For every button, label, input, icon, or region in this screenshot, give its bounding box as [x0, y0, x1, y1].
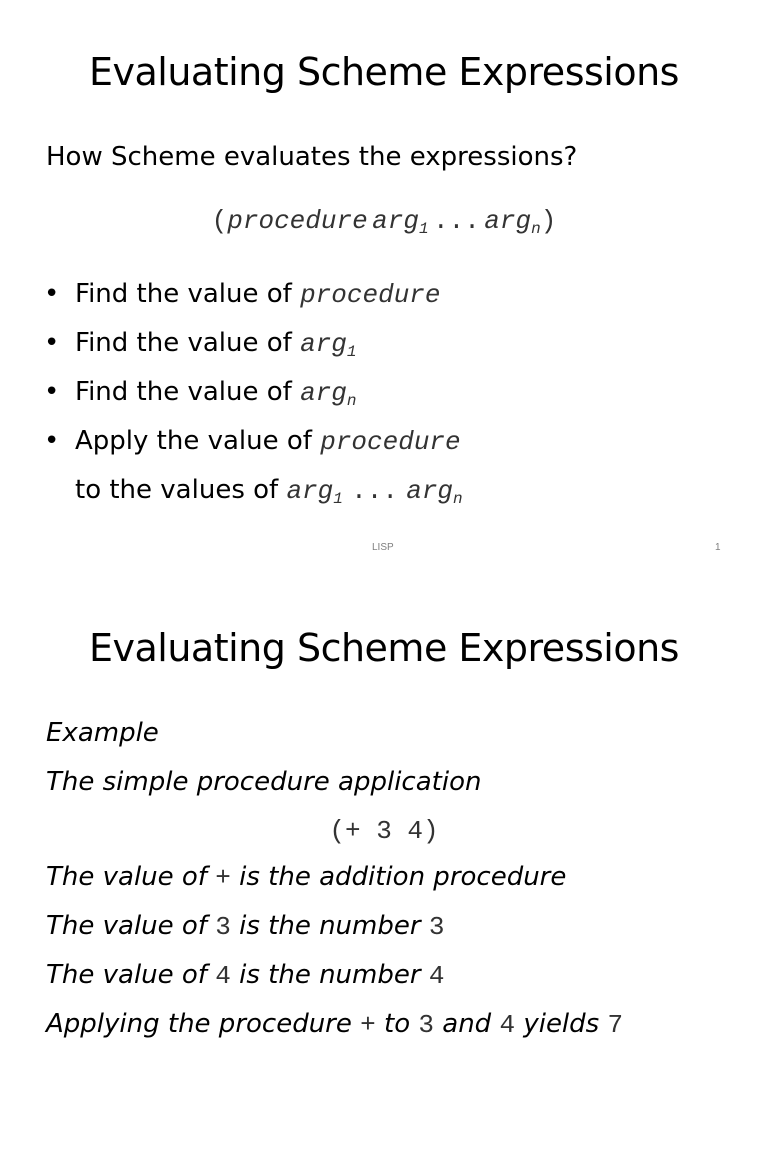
bullet-dot-2: • — [44, 328, 60, 358]
applying-h: 7 — [607, 1010, 624, 1040]
simple-application-label: The simple procedure application — [46, 767, 482, 797]
applying-b: + — [360, 1010, 376, 1040]
value-line-3-code: 4 — [215, 961, 231, 991]
bullet-1-code: procedure — [300, 280, 441, 310]
applying-e: and — [434, 1009, 500, 1039]
expression-code: (+ 3 4) — [329, 816, 439, 846]
continuation-arg1 — [286, 476, 342, 506]
bullet-4-text: Apply the value of — [75, 426, 321, 456]
bullet-3-code-name: arg — [300, 378, 347, 408]
bullet-dot-3: • — [44, 377, 60, 407]
slide-1-intro: How Scheme evaluates the expressions? — [46, 142, 578, 172]
value-line-1-code: + — [215, 863, 231, 893]
bullet-3 — [75, 377, 357, 408]
syntax-arg1-sub: 1 — [418, 220, 429, 238]
syntax-argn-name: arg — [484, 206, 532, 236]
value-line-2 — [46, 911, 444, 942]
bullet-dot-1: • — [44, 279, 60, 309]
applying-d: 3 — [418, 1010, 434, 1040]
applying-a: Applying the procedure — [46, 1009, 361, 1039]
bullet-1 — [75, 279, 441, 310]
bullet-3-code — [300, 378, 356, 408]
value-line-3-pre: The value of — [46, 960, 216, 990]
bullet-3-text: Find the value of — [75, 377, 301, 407]
applying-g: yields — [515, 1009, 608, 1039]
bullet-3-sub: n — [346, 392, 357, 410]
syntax-argn — [484, 206, 540, 236]
continuation-ellipsis: ... — [351, 476, 398, 506]
syntax-arg1-name: arg — [372, 206, 419, 236]
bullet-4 — [75, 426, 461, 457]
bullet-2-code — [300, 329, 356, 359]
bullet-dot-4: • — [44, 426, 60, 456]
syntax-ellipsis: ... — [433, 206, 480, 236]
footer-page-number: 1 — [715, 542, 721, 553]
value-line-2-post: is the number — [230, 911, 429, 941]
bullet-4-code: procedure — [320, 427, 461, 457]
bullet-1-text: Find the value of — [75, 279, 301, 309]
value-line-1-pre: The value of — [46, 862, 216, 892]
continuation-arg1-name: arg — [286, 476, 334, 506]
continuation-argn-sub: n — [453, 490, 463, 508]
applying-f: 4 — [499, 1010, 516, 1040]
example-label: Example — [46, 718, 159, 748]
bullet-2-text: Find the value of — [75, 328, 301, 358]
bullet-4-continuation — [75, 475, 463, 506]
applying-c: to — [375, 1009, 419, 1039]
slide-2 — [0, 576, 768, 1152]
continuation-argn — [406, 476, 462, 506]
slide-1-title: Evaluating Scheme Expressions — [89, 50, 679, 94]
syntax-close-paren: ) — [540, 206, 557, 236]
syntax-open-paren: ( — [211, 206, 228, 236]
continuation-arg1-sub: 1 — [333, 490, 343, 508]
continuation-text: to the values of — [75, 475, 287, 505]
value-line-1-post: is the addition procedure — [230, 862, 567, 892]
value-line-2-pre: The value of — [46, 911, 216, 941]
syntax-arg1 — [372, 206, 428, 236]
bullet-2-code-name: arg — [300, 329, 347, 359]
value-line-3-post: is the number — [230, 960, 429, 990]
bullet-2-sub: 1 — [346, 343, 357, 361]
value-line-3 — [46, 960, 444, 991]
value-line-1 — [46, 862, 566, 893]
value-line-2-code2: 3 — [428, 912, 445, 942]
applying-line — [46, 1009, 623, 1040]
slide-2-title: Evaluating Scheme Expressions — [89, 626, 679, 670]
syntax-line — [0, 206, 768, 236]
syntax-procedure: procedure — [227, 206, 368, 236]
footer-title: LISP — [372, 542, 394, 553]
expression-line — [0, 816, 768, 846]
value-line-3-code2: 4 — [428, 961, 445, 991]
continuation-argn-name: arg — [406, 476, 454, 506]
value-line-2-code: 3 — [215, 912, 231, 942]
syntax-argn-sub: n — [531, 220, 541, 238]
bullet-2 — [75, 328, 357, 359]
